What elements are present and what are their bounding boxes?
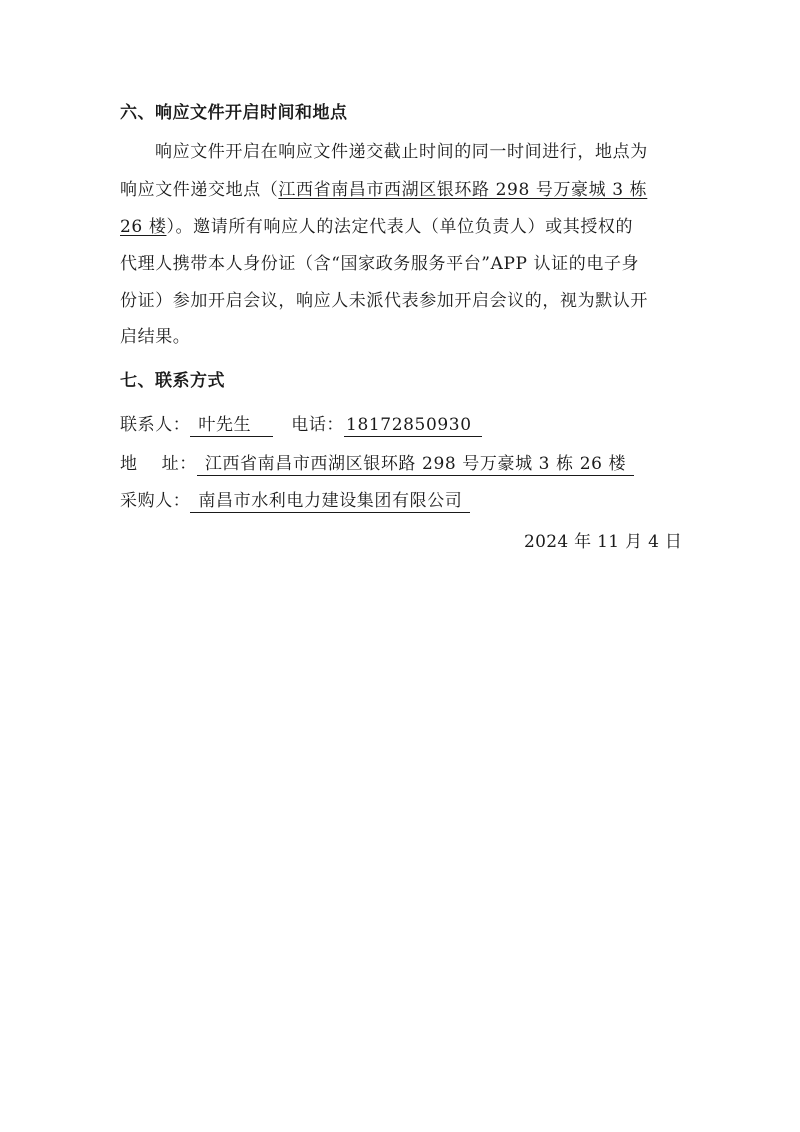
section-6-line-2 <box>120 175 647 200</box>
section-6-line-2-prefix: 响应文件递交地点（ <box>120 180 279 200</box>
address-label: 地 址： <box>120 454 197 474</box>
buyer-value: 南昌市水利电力建设集团有限公司 <box>190 491 470 513</box>
opening-location-floor: 26 楼 <box>120 217 167 237</box>
section-6-line-6: 启结果。 <box>120 327 191 347</box>
section-7-heading: 七、联系方式 <box>120 371 225 391</box>
section-6-heading: 六、响应文件开启时间和地点 <box>120 103 348 123</box>
document-date: 2024 年 11 月 4 日 <box>524 532 683 552</box>
contact-person-label: 联系人： <box>120 415 191 435</box>
section-6-line-3 <box>120 212 633 237</box>
phone-label: 电话： <box>291 415 345 435</box>
section-6-line-1: 响应文件开启在响应文件递交截止时间的同一时间进行，地点为 <box>155 142 648 162</box>
opening-location-address: 江西省南昌市西湖区银环路 298 号万豪城 3 栋 <box>278 180 648 200</box>
buyer-label: 采购人： <box>120 491 191 511</box>
phone-value: 18172850930 <box>344 415 482 437</box>
address-value: 江西省南昌市西湖区银环路 298 号万豪城 3 栋 26 楼 <box>197 454 634 476</box>
contact-person-value: 叶先生 <box>190 415 273 437</box>
section-6-line-5: 份证）参加开启会议，响应人未派代表参加开启会议的，视为默认开 <box>120 291 648 311</box>
section-6-line-4: 代理人携带本人身份证（含“国家政务服务平台”APP 认证的电子身 <box>120 254 640 274</box>
section-6-line-3-suffix: ）。邀请所有响应人的法定代表人（单位负责人）或其授权的 <box>166 217 634 237</box>
address-row <box>120 449 634 476</box>
contact-person-row <box>120 410 482 437</box>
buyer-row <box>120 486 470 513</box>
